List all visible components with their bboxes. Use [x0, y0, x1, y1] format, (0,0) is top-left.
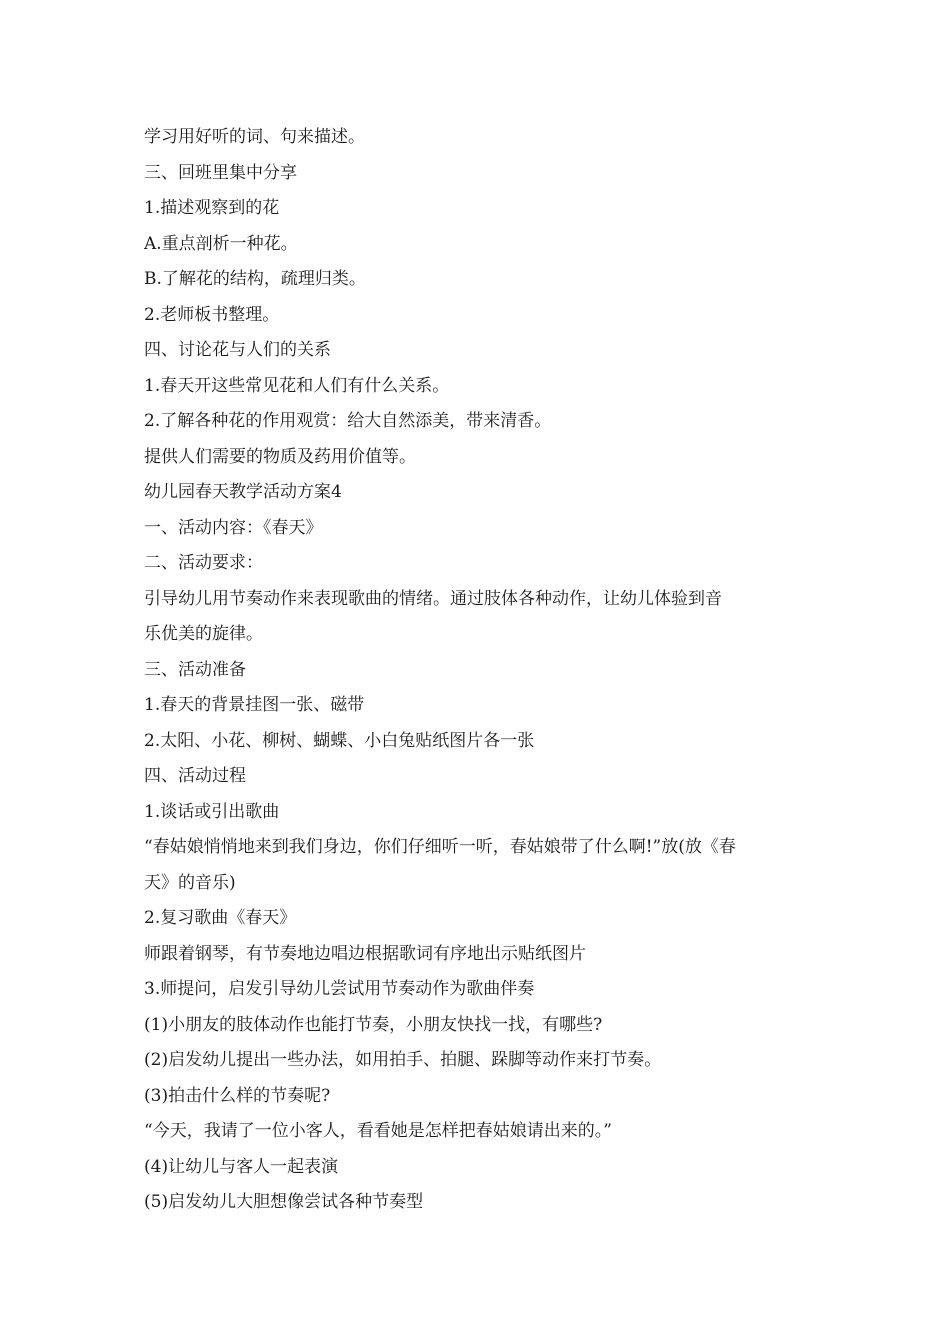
section-heading: 四、活动过程	[144, 766, 246, 786]
text-line: (1)小朋友的肢体动作也能打节奏，小朋友快找一找，有哪些?	[144, 1014, 603, 1035]
text-line: 1.春天开这些常见花和人们有什么关系。	[144, 375, 450, 396]
text-line: 引导幼儿用节奏动作来表现歌曲的情绪。通过肢体各种动作，让幼儿体验到音	[144, 588, 722, 609]
text-line: 乐优美的旋律。	[144, 624, 263, 644]
document-title: 幼儿园春天教学活动方案4	[144, 482, 342, 502]
section-heading: 一、活动内容：《春天》	[144, 517, 323, 538]
section-heading: 四、讨论花与人们的关系	[144, 340, 331, 360]
text-line: 2.老师板书整理。	[144, 304, 280, 325]
text-line: 1.描述观察到的花	[144, 198, 280, 218]
text-line: 2.太阳、小花、柳树、蝴蝶、小白兔贴纸图片各一张	[144, 730, 535, 751]
text-line: B.了解花的结构，疏理归类。	[144, 269, 366, 289]
text-line: 2.了解各种花的作用观赏：给大自然添美，带来清香。	[144, 411, 552, 431]
text-line: 2.复习歌曲《春天》	[144, 908, 297, 928]
section-heading: 三、回班里集中分享	[144, 162, 297, 183]
text-line: 提供人们需要的物质及药用价值等。	[144, 446, 416, 467]
text-line: 学习用好听的词、句来描述。	[144, 127, 365, 147]
text-line: “春姑娘悄悄地来到我们身边，你们仔细听一听，春姑娘带了什么啊!”放(放《春	[144, 837, 736, 857]
text-line: A.重点剖析一种花。	[144, 233, 298, 254]
text-line: 1.春天的背景挂图一张、磁带	[144, 695, 365, 715]
section-heading: 三、活动准备	[144, 659, 246, 680]
text-line: (5)启发幼儿大胆想像尝试各种节奏型	[144, 1192, 424, 1212]
text-line: (2)启发幼儿提出一些办法，如用拍手、拍腿、跺脚等动作来打节奏。	[144, 1050, 662, 1070]
text-line: 天》的音乐)	[144, 872, 236, 893]
document-body	[144, 120, 816, 1221]
text-line: “今天，我请了一位小客人，看看她是怎样把春姑娘请出来的。”	[144, 1121, 612, 1141]
text-line: (4)让幼儿与客人一起表演	[144, 1156, 339, 1177]
text-line: 3.师提问，启发引导幼儿尝试用节奏动作为歌曲伴奏	[144, 979, 535, 999]
text-line: 师跟着钢琴，有节奏地边唱边根据歌词有序地出示贴纸图片	[144, 943, 586, 964]
section-heading: 二、活动要求：	[144, 553, 263, 573]
text-line: (3)拍击什么样的节奏呢?	[144, 1085, 331, 1106]
text-line: 1.谈话或引出歌曲	[144, 801, 280, 822]
